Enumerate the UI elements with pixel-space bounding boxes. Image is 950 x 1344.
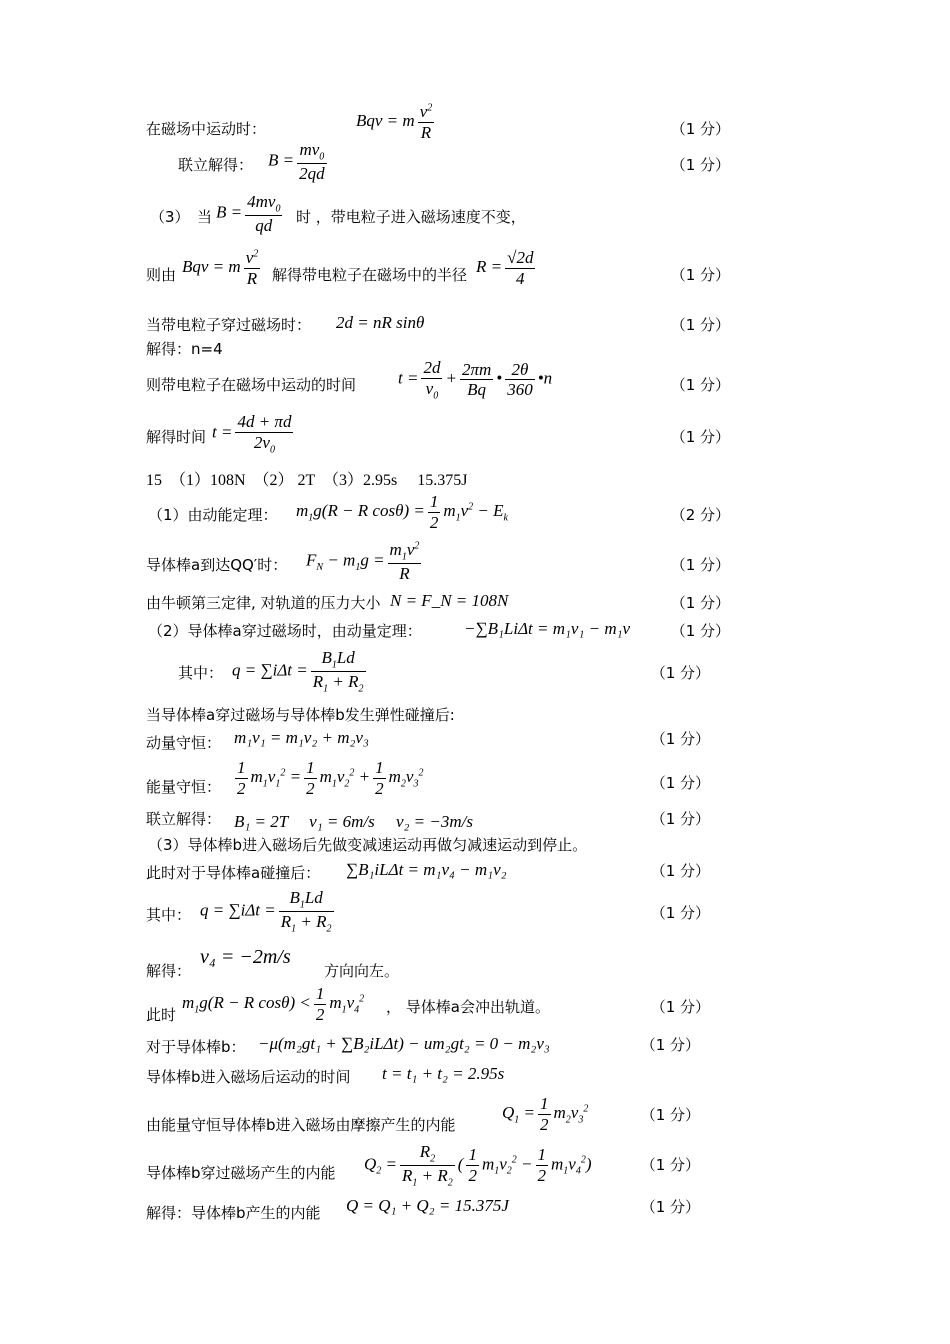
solution-line [146,358,730,408]
solution-line [146,140,730,190]
formula: −∑B₁LiΔt = m₁v₁ − m₁v [464,619,631,638]
line-text: 当带电粒子穿过磁场时： [146,316,312,334]
score-label: （2 分） [670,506,730,524]
score-label: （1 分） [650,664,710,682]
solution-line [146,984,730,1030]
line-text: 由牛顿第三定律, 对轨道的压力大小 [146,594,381,612]
score-label: （1 分） [640,1036,700,1054]
formula: B = $\frac{4mv_0}{qd}$ [216,192,281,235]
formula: B₁ = 2T v₁ = 6m/s v₂ = −3m/s [234,812,473,831]
score-label: （1 分） [640,1156,700,1174]
score-label: （1 分） [640,1106,700,1124]
score-label: （1 分） [670,316,730,334]
formula: q = ∑iΔt = $\frac{B_1Ld}{R_1 + R_2}$ [232,648,364,695]
line-text: 对于导体棒b： [146,1038,246,1056]
solution-line [146,1142,730,1190]
line-text: 导体棒b穿过磁场产生的内能 [146,1164,336,1182]
formula: $F_N - m_1g$ = $\frac{m_1v^2}{R}$ [306,540,420,583]
formula: $Q_1$ = $\frac{1}{2}$ $m_2v_3^2$ [502,1094,589,1134]
line-text: 导体棒b进入磁场后运动的时间 [146,1068,351,1086]
formula: q = ∑iΔt = $\frac{B_1Ld}{R_1 + R_2}$ [200,888,332,935]
solution-line [146,756,730,806]
line-text: 时 ，带电粒子进入磁场速度不变， [296,208,526,226]
solution-line [146,704,730,726]
line-text: 解得带电粒子在磁场中的半径 [272,266,468,284]
score-label: （1 分） [650,810,710,828]
formula: t = t₁ + t₂ = 2.95s [382,1064,505,1083]
solution-line [146,860,730,884]
solution-line [146,888,730,938]
formula: Q = Q₁ + Q₂ = 15.375J [346,1196,509,1215]
score-label: （1 分） [650,730,710,748]
line-text: 则由 [146,266,177,284]
line-text: （3） 当 [150,208,213,226]
solution-line [146,648,730,698]
solution-line [146,1196,730,1222]
formula: ∑B₁iLΔt = m₁v₄ − m₁v₂ [346,860,507,879]
formula: R = $\frac{√2d}{4}$ [476,248,534,288]
line-text: （3）导体棒b进入磁场后先做变减速运动再做匀减速运动到停止。 [148,836,588,854]
formula: $m_1g(R - R$ cosθ) < $\frac{1}{2}$ $m_1v_4^2$ [182,984,365,1024]
line-text: （2）导体棒a穿过磁场时，由动量定理： [148,622,422,640]
line-text: 则带电粒子在磁场中运动的时间 [146,376,357,394]
formula: $\frac{1}{2}$ $m_1v_1^2$ = $\frac{1}{2}$ $m_1v_2^2$ + $\frac{1}{2}$ $m_2v_3^2$ [237,758,424,798]
solution-line [146,246,730,298]
line-text: 解得：导体棒b产生的内能 [146,1204,321,1222]
line-text: 能量守恒： [146,778,222,796]
solution-line [146,1034,730,1058]
score-label: （1 分） [640,1198,700,1216]
line-text: 其中： [146,906,192,924]
formula: $m_1g(R - R$ cosθ) = $\frac{1}{2}$ $m_1v^2 - E_k$ [296,492,508,532]
solution-line [146,338,730,360]
solution-line [146,808,730,830]
solution-line [146,834,730,856]
score-label: （1 分） [670,376,730,394]
line-text: 导体棒a到达QQ′时： [146,556,288,574]
solution-line [146,467,730,489]
solution-line [146,412,730,462]
solution-line [146,1094,730,1142]
score-label: （1 分） [670,428,730,446]
line-text: 此时 [146,1006,177,1024]
formula: Bqv = m $\frac{v^2}{R}$ [356,102,433,142]
line-text: 方向向左。 [324,962,400,980]
solution-line [146,492,730,536]
line-text: 由能量守恒导体棒b进入磁场由摩擦产生的内能 [146,1116,456,1134]
solution-line [146,192,730,242]
formula: $Q_2$ = $\frac{R_2}{R_1 + R_2}$ ( $\frac{1}{2}$ $m_1v_2^2$ − $\frac{1}{2}$ $m_1v_4^2$) [364,1142,592,1189]
formula: −μ(m₂gt₁ + ∑B₂iLΔt) − um₂gt₂ = 0 − m₂v₃ [258,1034,550,1053]
solution-line [146,1064,730,1088]
line-text: （1）由动能定理： [148,506,278,524]
solution-line [146,314,730,336]
score-label: （1 分） [670,622,730,640]
line-text: 联立解得： [146,810,222,828]
formula: Bqv = m $\frac{v^2}{R}$ [182,248,259,288]
line-text: 解得：n=4 [146,340,223,358]
formula: t = $\frac{2d}{v_0}$ + $\frac{2\pi m}{Bq}$ • $\frac{2\theta}{360}$ •n [398,358,553,401]
score-label: （1 分） [670,594,730,612]
score-label: （1 分） [670,266,730,284]
formula: t = $\frac{4d + \pi d}{2v_0}$ [212,412,292,455]
solution-line [146,946,730,980]
line-text: 在磁场中运动时： [146,120,267,138]
score-label: （1 分） [650,904,710,922]
formula: B = $\frac{mv_0}{2qd}$ [268,140,325,183]
line-text: 其中： [178,664,224,682]
answer-summary: 15 （1）108N （2） 2T （3）2.95s 15.375J [146,472,468,489]
formula: 2d = nR sinθ [336,313,425,332]
formula: m₁v₁ = m₁v₂ + m₂v₃ [234,728,369,747]
line-text: 联立解得： [178,156,254,174]
score-label: （1 分） [670,120,730,138]
formula: N = F_N = 108N [390,591,509,610]
score-label: （1 分） [670,556,730,574]
solution-line [146,592,730,614]
solution-line [146,540,730,588]
solution-line [146,620,730,642]
score-label: （1 分） [670,156,730,174]
score-label: （1 分） [650,998,710,1016]
score-label: （1 分） [650,774,710,792]
solution-line [146,728,730,750]
line-text: 动量守恒： [146,734,222,752]
line-text: 当导体棒a穿过磁场与导体棒b发生弹性碰撞后: [146,706,455,724]
line-text: 此时对于导体棒a碰撞后： [146,864,321,882]
formula: v₄ = −2m/s [200,946,291,968]
line-text: 解得时间 [146,428,207,446]
line-text: 解得： [146,962,192,980]
score-label: （1 分） [650,862,710,880]
line-text: ， 导体棒a会冲出轨道。 [386,998,550,1016]
